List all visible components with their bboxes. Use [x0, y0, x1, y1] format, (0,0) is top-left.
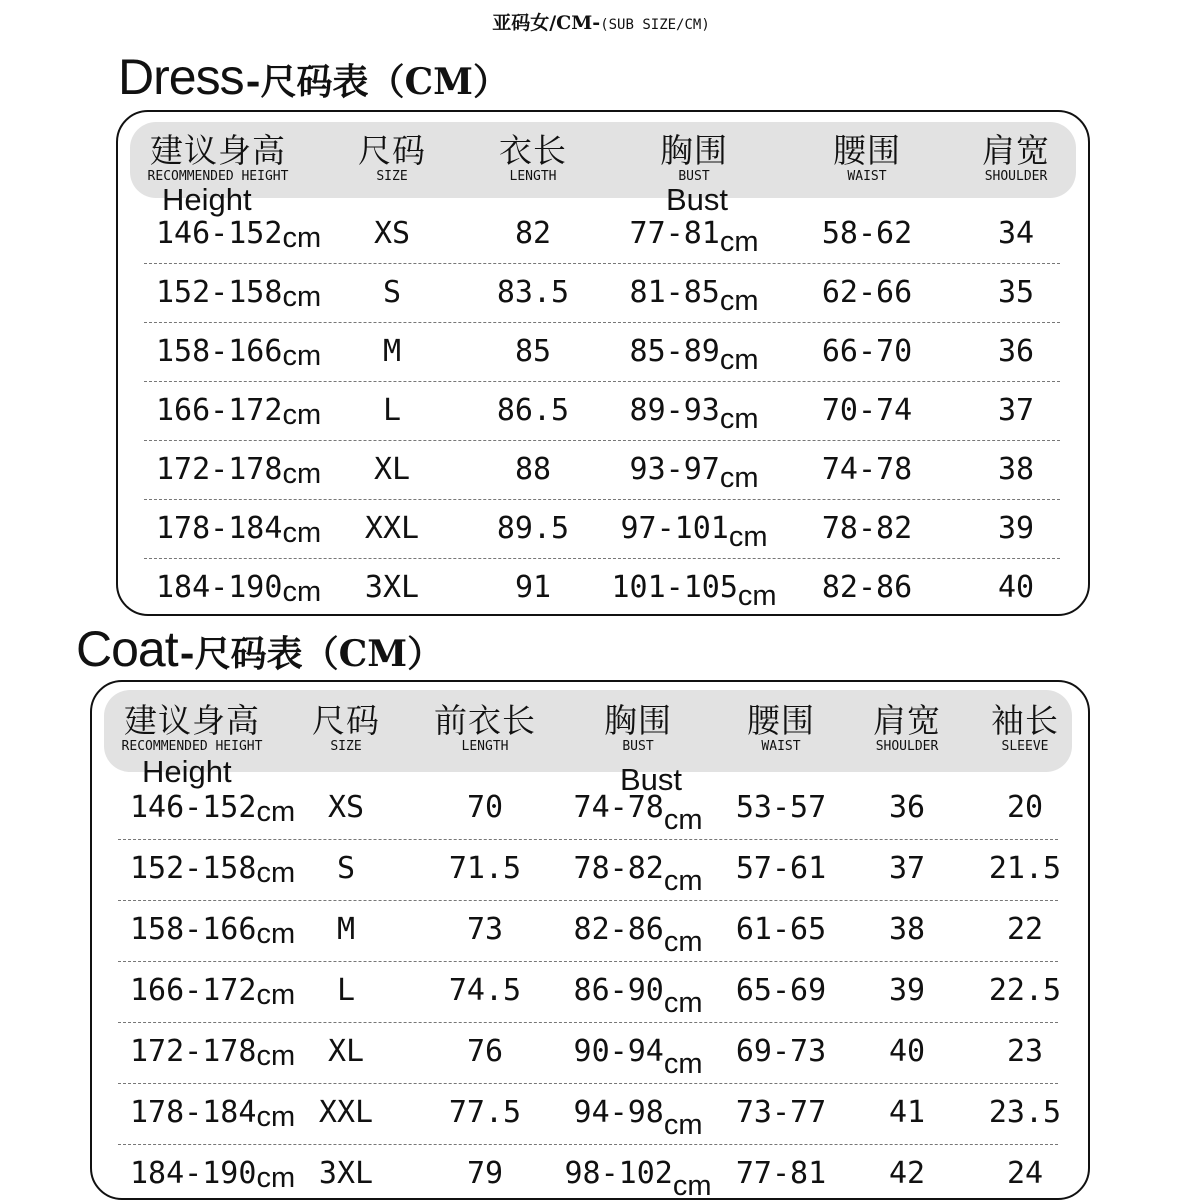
cell-value: 73	[466, 912, 504, 947]
header-en: SHOULDER	[984, 169, 1048, 184]
cell-value: 40	[888, 1034, 926, 1069]
dress-row-divider	[144, 499, 1060, 500]
header-en: RECOMMENDED HEIGHT	[121, 739, 263, 754]
dress-cell-bust	[629, 216, 759, 258]
dress-title-en: Dress	[118, 49, 244, 105]
unit-label: cm	[719, 226, 759, 258]
coat-cell-waist	[736, 912, 826, 948]
coat-cell-length	[449, 1095, 521, 1131]
header-zh: 建议身高	[149, 131, 286, 170]
coat-cell-bust	[573, 1095, 703, 1141]
cell-value: 79	[466, 1156, 504, 1191]
dress-bust-annotation: Bust	[666, 182, 729, 217]
cell-value: 78-82	[821, 511, 913, 546]
cell-value: 71.5	[448, 851, 522, 886]
cell-value: 146-152	[156, 216, 283, 251]
dress-header-recommended-height	[148, 132, 289, 184]
unit-label: cm	[256, 1101, 296, 1133]
header-en: WAIST	[847, 169, 887, 184]
cell-value: 76	[466, 1034, 504, 1069]
coat-cell-length	[467, 912, 503, 948]
dress-cell-shoulder	[998, 275, 1034, 311]
unit-label: cm	[719, 285, 759, 317]
coat-cell-bust	[573, 973, 703, 1019]
coat-row-divider	[118, 900, 1058, 901]
coat-cell-size	[328, 790, 364, 826]
coat-cell-waist	[736, 1156, 826, 1192]
coat-cell-shoulder	[889, 1156, 925, 1192]
header-zh: 袖长	[991, 701, 1059, 740]
unit-label: cm	[663, 987, 703, 1019]
coat-header-sleeve	[991, 702, 1059, 754]
cell-value: 62-66	[821, 275, 913, 310]
cell-value: 97-101	[620, 511, 729, 546]
dress-cell-waist	[822, 570, 912, 606]
cell-value: 41	[888, 1095, 926, 1130]
header-en: SIZE	[330, 739, 362, 754]
dress-row-divider	[144, 263, 1060, 264]
dress-cell-height	[156, 511, 321, 547]
cell-value: 172-178	[130, 1034, 257, 1069]
cell-value: 184-190	[130, 1156, 257, 1191]
cell-value: 37	[888, 851, 926, 886]
dress-cell-waist	[822, 393, 912, 429]
coat-cell-length	[449, 851, 521, 887]
coat-cell-height	[130, 973, 295, 1009]
cell-value: 74-78	[821, 452, 913, 487]
header-en: RECOMMENDED HEIGHT	[147, 169, 289, 184]
cell-value: 57-61	[735, 851, 827, 886]
cell-value: 24	[1006, 1156, 1044, 1191]
cell-value: 74-78	[573, 790, 664, 825]
coat-row-divider	[118, 1083, 1058, 1084]
coat-cell-sleeve	[989, 973, 1061, 1009]
dress-title	[118, 48, 509, 106]
unit-label: cm	[719, 403, 759, 435]
coat-header-waist	[747, 702, 815, 754]
cell-value: 101-105	[611, 570, 738, 605]
coat-cell-height	[130, 1034, 295, 1070]
unit-label: cm	[663, 1109, 703, 1141]
unit-label: cm	[256, 796, 296, 828]
header-zh: 衣长	[499, 131, 567, 170]
cell-value: 94-98	[573, 1095, 664, 1130]
coat-cell-bust	[573, 1034, 703, 1080]
unit-label: cm	[282, 458, 322, 490]
cell-value: 78-82	[573, 851, 664, 886]
coat-cell-shoulder	[889, 1034, 925, 1070]
coat-cell-waist	[736, 973, 826, 1009]
coat-header-shoulder	[873, 702, 941, 754]
cell-value: 86.5	[496, 393, 570, 428]
dress-header-bust	[660, 132, 728, 184]
coat-title-zh: -尺码表（CM）	[179, 633, 444, 675]
cell-value: 89-93	[629, 393, 720, 428]
coat-cell-waist	[736, 1034, 826, 1070]
dress-row-divider	[144, 381, 1060, 382]
cell-value: 3XL	[318, 1156, 374, 1191]
cell-value: 172-178	[156, 452, 283, 487]
unit-label: cm	[256, 979, 296, 1011]
cell-value: 73-77	[735, 1095, 827, 1130]
dress-cell-length	[497, 511, 569, 547]
dress-cell-shoulder	[998, 393, 1034, 429]
coat-cell-height	[130, 1156, 295, 1192]
cell-value: 152-158	[130, 851, 257, 886]
dress-cell-height	[156, 452, 321, 488]
cell-value: 83.5	[496, 275, 570, 310]
dress-cell-shoulder	[998, 570, 1034, 606]
header-en: BUST	[622, 739, 654, 754]
cell-value: L	[382, 393, 402, 428]
cell-value: 38	[888, 912, 926, 947]
coat-title-en: Coat	[76, 621, 178, 677]
unit-label: cm	[282, 517, 322, 549]
header-zh: 腰围	[747, 701, 815, 740]
dress-cell-height	[156, 334, 321, 370]
coat-row-divider	[118, 1022, 1058, 1023]
coat-header-bust	[604, 702, 672, 754]
coat-size-table	[90, 680, 1090, 1200]
cell-value: 66-70	[821, 334, 913, 369]
dress-cell-length	[515, 334, 551, 370]
dress-header-length	[499, 132, 567, 184]
coat-cell-size	[319, 1095, 373, 1131]
dress-cell-bust	[629, 393, 759, 435]
coat-cell-waist	[736, 851, 826, 887]
dress-header-shoulder	[982, 132, 1050, 184]
cell-value: 77.5	[448, 1095, 522, 1130]
dress-cell-bust	[611, 570, 777, 612]
header-en: WAIST	[761, 739, 801, 754]
cell-value: 89.5	[496, 511, 570, 546]
coat-cell-waist	[736, 790, 826, 826]
dress-cell-size	[365, 511, 419, 547]
cell-value: 98-102	[564, 1156, 673, 1191]
dress-cell-height	[156, 570, 321, 606]
cell-value: 91	[514, 570, 552, 605]
dress-cell-bust	[629, 334, 759, 376]
dress-cell-shoulder	[998, 452, 1034, 488]
unit-label: cm	[663, 865, 703, 897]
dress-cell-size	[374, 216, 410, 252]
cell-value: XL	[373, 452, 411, 487]
unit-label: cm	[663, 804, 703, 836]
cell-value: 152-158	[156, 275, 283, 310]
dress-cell-bust	[620, 511, 768, 553]
unit-label: cm	[282, 340, 322, 372]
cell-value: 36	[888, 790, 926, 825]
cell-value: 82-86	[573, 912, 664, 947]
header-zh: 肩宽	[873, 701, 941, 740]
dress-cell-size	[383, 334, 401, 370]
cell-value: 39	[997, 511, 1035, 546]
header-zh: 腰围	[833, 131, 901, 170]
dress-cell-length	[497, 393, 569, 429]
cell-value: 22.5	[988, 973, 1062, 1008]
unit-label: cm	[256, 1040, 296, 1072]
coat-row-divider	[118, 1144, 1058, 1145]
dress-cell-size	[383, 275, 401, 311]
dress-cell-size	[383, 393, 401, 429]
dress-cell-bust	[629, 452, 759, 494]
cell-value: 21.5	[988, 851, 1062, 886]
dress-cell-waist	[822, 452, 912, 488]
coat-cell-size	[328, 1034, 364, 1070]
dress-cell-length	[497, 275, 569, 311]
cell-value: 70	[466, 790, 504, 825]
cell-value: 85-89	[629, 334, 720, 369]
coat-cell-height	[130, 1095, 295, 1131]
cell-value: XXL	[364, 511, 420, 546]
cell-value: 77-81	[629, 216, 720, 251]
dress-cell-length	[515, 216, 551, 252]
cell-value: M	[382, 334, 402, 369]
cell-value: 65-69	[735, 973, 827, 1008]
cell-value: 34	[997, 216, 1035, 251]
dress-title-zh: -尺码表（CM）	[245, 61, 510, 103]
dress-cell-size	[374, 452, 410, 488]
coat-cell-size	[319, 1156, 373, 1192]
cell-value: M	[336, 912, 356, 947]
header-zh: 胸围	[604, 701, 672, 740]
unit-label: cm	[282, 399, 322, 431]
header-zh: 尺码	[312, 701, 380, 740]
caption-main: 亚码女/CM-	[492, 12, 601, 34]
dress-row-divider	[144, 558, 1060, 559]
cell-value: 23	[1006, 1034, 1044, 1069]
cell-value: 178-184	[130, 1095, 257, 1130]
coat-title	[76, 620, 443, 678]
unit-label: cm	[256, 857, 296, 889]
unit-label: cm	[282, 222, 322, 254]
dress-height-annotation: Height	[162, 182, 252, 217]
dress-cell-waist	[822, 275, 912, 311]
header-zh: 建议身高	[123, 701, 260, 740]
cell-value: 37	[997, 393, 1035, 428]
cell-value: 69-73	[735, 1034, 827, 1069]
cell-value: 70-74	[821, 393, 913, 428]
dress-row-divider	[144, 322, 1060, 323]
coat-cell-shoulder	[889, 973, 925, 1009]
cell-value: 86-90	[573, 973, 664, 1008]
dress-size-table	[116, 110, 1090, 616]
cell-value: 158-166	[130, 912, 257, 947]
cell-value: 36	[997, 334, 1035, 369]
coat-cell-height	[130, 851, 295, 887]
cell-value: 82	[514, 216, 552, 251]
coat-header-length	[434, 702, 536, 754]
dress-cell-length	[515, 570, 551, 606]
cell-value: 42	[888, 1156, 926, 1191]
cell-value: XXL	[318, 1095, 374, 1130]
unit-label: cm	[728, 521, 768, 553]
coat-cell-size	[337, 851, 355, 887]
coat-cell-length	[467, 1034, 503, 1070]
header-en: LENGTH	[509, 169, 557, 184]
cell-value: 90-94	[573, 1034, 664, 1069]
header-zh: 前衣长	[434, 701, 536, 740]
coat-cell-shoulder	[889, 851, 925, 887]
unit-label: cm	[256, 1162, 296, 1194]
coat-cell-size	[337, 973, 355, 1009]
coat-cell-shoulder	[889, 912, 925, 948]
header-zh: 肩宽	[982, 131, 1050, 170]
coat-row-divider	[118, 961, 1058, 962]
coat-cell-length	[467, 1156, 503, 1192]
dress-header-waist	[833, 132, 901, 184]
coat-cell-bust	[573, 912, 703, 958]
cell-value: 85	[514, 334, 552, 369]
coat-row-divider	[118, 839, 1058, 840]
cell-value: 166-172	[130, 973, 257, 1008]
coat-bust-annotation: Bust	[620, 762, 683, 797]
cell-value: 40	[997, 570, 1035, 605]
header-en: BUST	[678, 169, 710, 184]
dress-cell-shoulder	[998, 334, 1034, 370]
cell-value: 81-85	[629, 275, 720, 310]
cell-value: XS	[373, 216, 411, 251]
unit-label: cm	[672, 1170, 712, 1202]
unit-label: cm	[282, 576, 322, 608]
header-en: LENGTH	[461, 739, 509, 754]
cell-value: 20	[1006, 790, 1044, 825]
coat-height-annotation: Height	[142, 754, 232, 789]
cell-value: 158-166	[156, 334, 283, 369]
cell-value: S	[382, 275, 402, 310]
dress-cell-bust	[629, 275, 759, 317]
dress-cell-waist	[822, 334, 912, 370]
page-caption	[0, 8, 1202, 35]
cell-value: 61-65	[735, 912, 827, 947]
coat-cell-sleeve	[1007, 1156, 1043, 1192]
cell-value: 53-57	[735, 790, 827, 825]
unit-label: cm	[663, 926, 703, 958]
cell-value: 93-97	[629, 452, 720, 487]
unit-label: cm	[719, 344, 759, 376]
cell-value: 166-172	[156, 393, 283, 428]
dress-cell-shoulder	[998, 216, 1034, 252]
cell-value: 178-184	[156, 511, 283, 546]
coat-cell-sleeve	[989, 851, 1061, 887]
dress-cell-size	[365, 570, 419, 606]
coat-cell-bust	[573, 790, 703, 836]
unit-label: cm	[737, 580, 777, 612]
cell-value: 22	[1006, 912, 1044, 947]
cell-value: 38	[997, 452, 1035, 487]
dress-cell-waist	[822, 511, 912, 547]
coat-header-size	[312, 702, 380, 754]
cell-value: 146-152	[130, 790, 257, 825]
cell-value: 74.5	[448, 973, 522, 1008]
coat-cell-bust	[564, 1156, 712, 1202]
header-zh: 尺码	[358, 131, 426, 170]
header-en: SHOULDER	[875, 739, 939, 754]
coat-cell-bust	[573, 851, 703, 897]
dress-cell-height	[156, 393, 321, 429]
dress-cell-length	[515, 452, 551, 488]
coat-cell-sleeve	[989, 1095, 1061, 1131]
header-en: SLEEVE	[1001, 739, 1049, 754]
header-en: SIZE	[376, 169, 408, 184]
dress-cell-height	[156, 275, 321, 311]
dress-header-size	[358, 132, 426, 184]
cell-value: S	[336, 851, 356, 886]
coat-cell-size	[337, 912, 355, 948]
cell-value: 88	[514, 452, 552, 487]
coat-cell-waist	[736, 1095, 826, 1131]
unit-label: cm	[719, 462, 759, 494]
coat-header-recommended-height	[122, 702, 263, 754]
header-zh: 胸围	[660, 131, 728, 170]
coat-cell-height	[130, 790, 295, 826]
cell-value: 82-86	[821, 570, 913, 605]
cell-value: 23.5	[988, 1095, 1062, 1130]
coat-cell-shoulder	[889, 790, 925, 826]
caption-sub: (SUB SIZE/CM)	[600, 17, 710, 33]
dress-cell-height	[156, 216, 321, 252]
unit-label: cm	[256, 918, 296, 950]
dress-cell-waist	[822, 216, 912, 252]
coat-cell-sleeve	[1007, 912, 1043, 948]
cell-value: 58-62	[821, 216, 913, 251]
cell-value: 35	[997, 275, 1035, 310]
coat-cell-length	[449, 973, 521, 1009]
cell-value: XS	[327, 790, 365, 825]
cell-value: 184-190	[156, 570, 283, 605]
cell-value: 39	[888, 973, 926, 1008]
coat-cell-sleeve	[1007, 1034, 1043, 1070]
cell-value: L	[336, 973, 356, 1008]
unit-label: cm	[663, 1048, 703, 1080]
dress-row-divider	[144, 440, 1060, 441]
cell-value: XL	[327, 1034, 365, 1069]
dress-cell-shoulder	[998, 511, 1034, 547]
unit-label: cm	[282, 281, 322, 313]
coat-cell-length	[467, 790, 503, 826]
cell-value: 77-81	[735, 1156, 827, 1191]
cell-value: 3XL	[364, 570, 420, 605]
coat-cell-shoulder	[889, 1095, 925, 1131]
coat-cell-sleeve	[1007, 790, 1043, 826]
coat-cell-height	[130, 912, 295, 948]
